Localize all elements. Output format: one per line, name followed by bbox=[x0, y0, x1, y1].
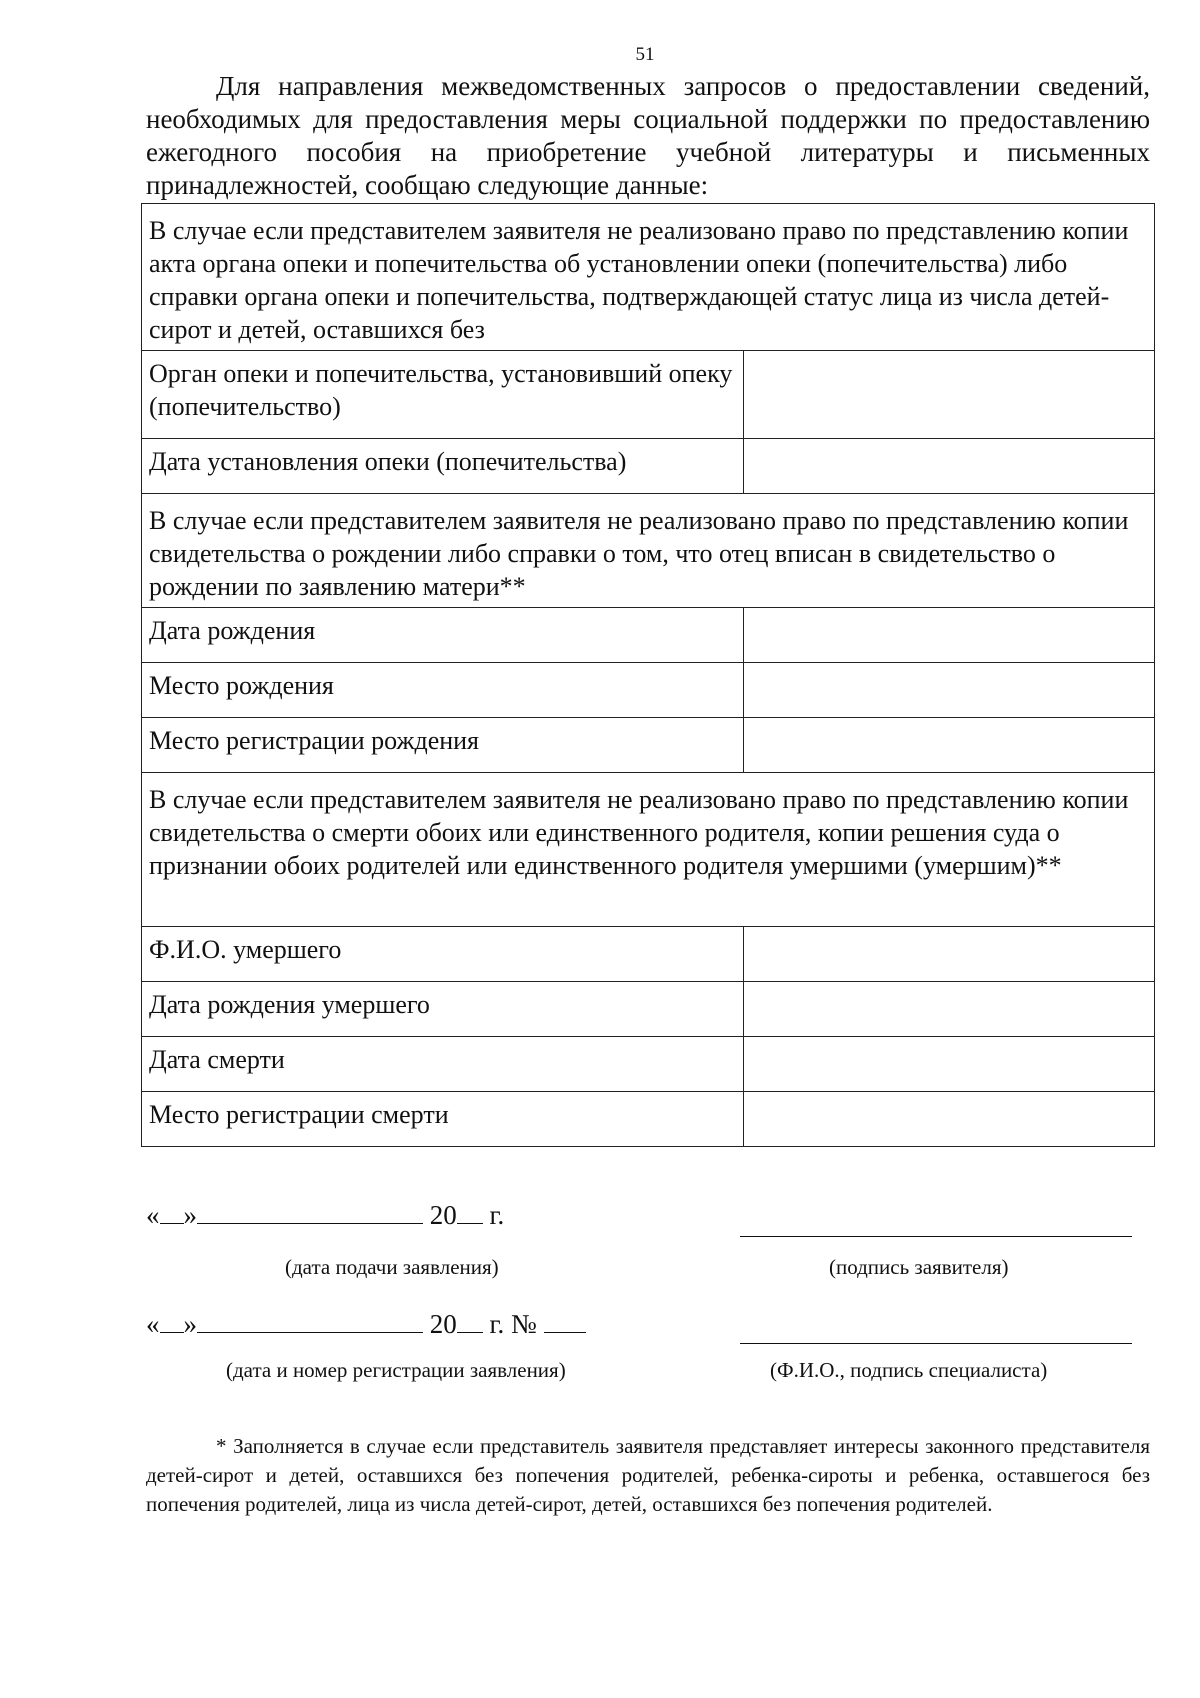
table-row bbox=[142, 1092, 1155, 1147]
deceased-birth-date-field[interactable] bbox=[744, 982, 1155, 1037]
table-row bbox=[142, 718, 1155, 773]
application-date-caption: (дата подачи заявления) bbox=[285, 1255, 499, 1279]
table-row bbox=[142, 1037, 1155, 1092]
death-registration-place-field[interactable] bbox=[744, 1092, 1155, 1147]
deceased-name-field[interactable] bbox=[744, 927, 1155, 982]
table-row bbox=[142, 663, 1155, 718]
birth-date-field[interactable] bbox=[744, 608, 1155, 663]
applicant-signature-line[interactable] bbox=[740, 1236, 1132, 1237]
data-table bbox=[141, 203, 1155, 1147]
guardianship-date-label: Дата установления опеки (попечительства) bbox=[142, 439, 744, 494]
reg-number-blank[interactable] bbox=[544, 1306, 586, 1333]
birth-date-label: Дата рождения bbox=[142, 608, 744, 663]
table-row bbox=[142, 439, 1155, 494]
birth-registration-place-field[interactable] bbox=[744, 718, 1155, 773]
table-row bbox=[142, 351, 1155, 439]
table-row bbox=[142, 927, 1155, 982]
deceased-name-label: Ф.И.О. умершего bbox=[142, 927, 744, 982]
applicant-signature-caption: (подпись заявителя) bbox=[829, 1255, 1009, 1279]
table-row bbox=[142, 773, 1155, 927]
quote-close: » bbox=[183, 1200, 197, 1230]
application-date-line bbox=[146, 1197, 504, 1231]
day-blank[interactable] bbox=[160, 1197, 184, 1224]
table-row bbox=[142, 982, 1155, 1037]
table-row bbox=[142, 204, 1155, 351]
section-guardianship-header: В случае если представителем заявителя не реализовано право по представлению копии акта органа опеки и попечительства об установлении опеки (попечительства) либо справки органа опеки и попечительства, подтверждающей статус лица из числа детей-сирот и детей, оставшихся без bbox=[142, 204, 1155, 351]
death-date-label: Дата смерти bbox=[142, 1037, 744, 1092]
reg-year-blank[interactable] bbox=[457, 1306, 483, 1333]
year-blank[interactable] bbox=[457, 1197, 483, 1224]
specialist-caption: (Ф.И.О., подпись специалиста) bbox=[770, 1358, 1048, 1382]
table-row bbox=[142, 494, 1155, 608]
month-blank[interactable] bbox=[197, 1197, 423, 1224]
registration-date-line bbox=[146, 1306, 586, 1340]
year-prefix: 20 bbox=[429, 1200, 457, 1230]
year-suffix: г. bbox=[489, 1309, 505, 1339]
year-prefix: 20 bbox=[429, 1309, 457, 1339]
number-sign: № bbox=[511, 1309, 537, 1339]
deceased-birth-date-label: Дата рождения умершего bbox=[142, 982, 744, 1037]
registration-caption: (дата и номер регистрации заявления) bbox=[226, 1358, 566, 1382]
guardian-authority-field[interactable] bbox=[744, 351, 1155, 439]
guardian-authority-label: Орган опеки и попечительства, установивший опеку (попечительство) bbox=[142, 351, 744, 439]
reg-month-blank[interactable] bbox=[197, 1306, 423, 1333]
birth-registration-place-label: Место регистрации рождения bbox=[142, 718, 744, 773]
section-death-header: В случае если представителем заявителя не реализовано право по представлению копии свидетельства о смерти обоих или единственного родителя, копии решения суда о признании обоих родителей или единственного родителя умершими (умершим)** bbox=[142, 773, 1155, 927]
death-registration-place-label: Место регистрации смерти bbox=[142, 1092, 744, 1147]
year-suffix: г. bbox=[489, 1200, 505, 1230]
specialist-signature-line[interactable] bbox=[740, 1343, 1132, 1344]
death-date-field[interactable] bbox=[744, 1037, 1155, 1092]
birth-place-field[interactable] bbox=[744, 663, 1155, 718]
quote-open: « bbox=[146, 1309, 160, 1339]
table-row bbox=[142, 608, 1155, 663]
page-number: 51 bbox=[635, 44, 655, 65]
reg-day-blank[interactable] bbox=[160, 1306, 184, 1333]
section-birth-header: В случае если представителем заявителя не реализовано право по представлению копии свидетельства о рождении либо справки о том, что отец вписан в свидетельство о рождении по заявлению матери** bbox=[142, 494, 1155, 608]
footnote: * Заполняется в случае если представитель заявителя представляет интересы законного представителя детей-сирот и детей, оставшихся без попечения родителей, ребенка-сироты и ребенка, оставшегося без попечения родителей, лица из числа детей-сирот, детей, оставшихся без попечения родителей. bbox=[146, 1434, 1150, 1516]
quote-close: » bbox=[183, 1309, 197, 1339]
guardianship-date-field[interactable] bbox=[744, 439, 1155, 494]
intro-paragraph: Для направления межведомственных запросов о предоставлении сведений, необходимых для предоставления меры социальной поддержки по предоставлению ежегодного пособия на приобретение учебной литературы и письменных принадлежностей, сообщаю следующие данные: bbox=[146, 71, 1150, 200]
quote-open: « bbox=[146, 1200, 160, 1230]
birth-place-label: Место рождения bbox=[142, 663, 744, 718]
